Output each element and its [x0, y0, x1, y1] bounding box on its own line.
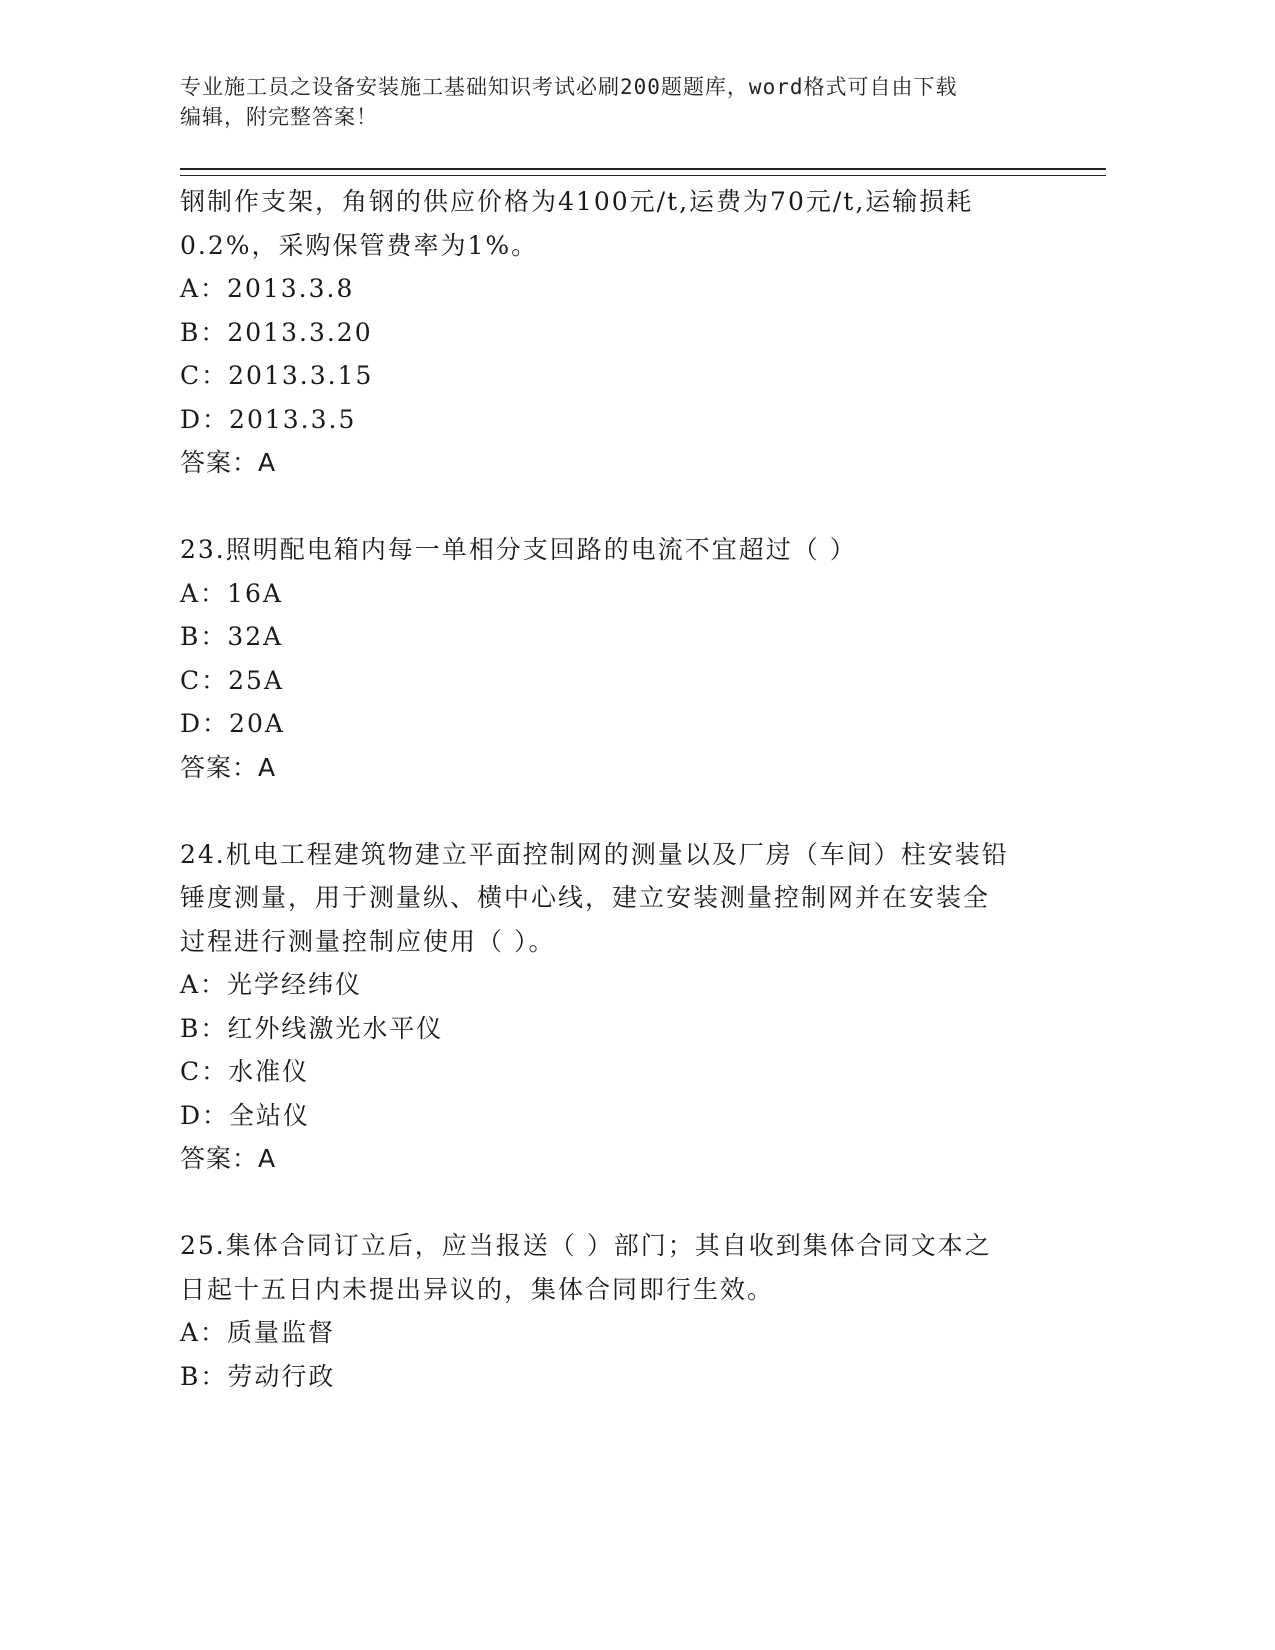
option-c: C：水准仪: [180, 1057, 310, 1086]
question-text-line: 锤度测量，用于测量纵、横中心线，建立安装测量控制网并在安装全: [180, 883, 991, 912]
question-list: [180, 180, 1080, 1398]
option-d: D：全站仪: [180, 1100, 311, 1130]
spacer: [180, 1181, 1080, 1225]
option-d: D：20A: [180, 709, 285, 738]
option-a: A：质量监督: [180, 1318, 336, 1347]
header-line-1: 专业施工员之设备安装施工基础知识考试必刷200题题库，word格式可自由下载: [180, 75, 958, 99]
option-d: D：2013.3.5: [180, 404, 357, 434]
question-text-line: 过程进行测量控制应使用（ ）。: [180, 926, 556, 956]
question-text-line: 0.2%，采购保管费率为1%。: [180, 230, 539, 260]
spacer: [180, 789, 1080, 833]
answer-line: 答案：A: [180, 752, 277, 782]
question-23: [180, 528, 1080, 789]
option-b: B：劳动行政: [180, 1361, 336, 1391]
option-c: C：25A: [180, 665, 284, 695]
question-text-line: 23.照明配电箱内每一单相分支回路的电流不宜超过（ ）: [180, 535, 857, 564]
option-b: B：红外线激光水平仪: [180, 1013, 444, 1043]
option-b: B：32A: [180, 622, 284, 651]
question-24: [180, 833, 1080, 1181]
answer-line: 答案：A: [180, 448, 277, 477]
header-divider-thin: [180, 175, 1106, 176]
question-text-line: 日起十五日内未提出异议的，集体合同即行生效。: [180, 1274, 775, 1304]
option-a: A：2013.3.8: [180, 274, 355, 303]
option-a: A：16A: [180, 578, 283, 608]
answer-line: 答案：A: [180, 1144, 277, 1173]
question-text-line: 钢制作支架，角钢的供应价格为4100元/t,运费为70元/t,运输损耗: [180, 187, 974, 216]
option-a: A：光学经纬仪: [180, 970, 363, 999]
header-line-2: 编辑，附完整答案！: [180, 105, 378, 129]
question-text-line: 25.集体合同订立后，应当报送（ ）部门；其自收到集体合同文本之: [180, 1231, 992, 1260]
option-c: C：2013.3.15: [180, 361, 374, 390]
question-text-line: 24.机电工程建筑物建立平面控制网的测量以及厂房（车间）柱安装铅: [180, 839, 1009, 869]
header-divider-thick: [180, 168, 1106, 170]
question-25: [180, 1224, 1080, 1398]
page-header: [180, 72, 1060, 132]
question-22-continued: [180, 180, 1080, 485]
option-b: B：2013.3.20: [180, 317, 373, 347]
spacer: [180, 485, 1080, 529]
